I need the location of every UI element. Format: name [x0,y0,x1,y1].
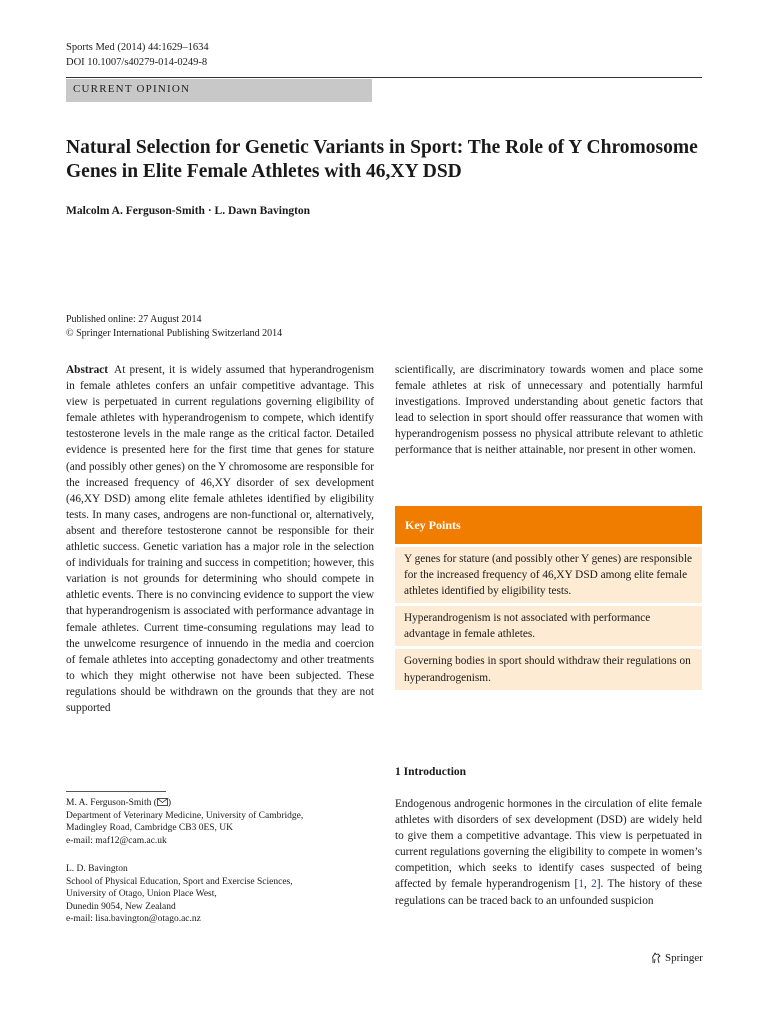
affiliation-name-line: M. A. Ferguson-Smith ( ) [66,798,172,808]
journal-citation: Sports Med (2014) 44:1629–1634 [66,42,209,53]
publisher-logo [650,952,703,964]
affiliation-line: Madingley Road, Cambridge CB3 0ES, UK [66,823,234,834]
affiliation-email[interactable]: e-mail: maf12@cam.ac.uk [66,835,167,846]
affiliation-line: School of Physical Education, Sport and Exercise Sciences, [66,876,293,887]
springer-horse-icon [650,952,662,964]
affiliation-name: M. A. Ferguson-Smith [66,798,152,808]
citation-separator: , [583,878,592,891]
doi-line: DOI 10.1007/s40279-014-0249-8 [66,57,208,68]
article-category-bar [66,79,372,102]
abstract-text: At present, it is widely assumed that hyperandrogenism in female athletes confers an unfair competitive advantage. This view is perpetuated in current regulations governing eligibility of female athletes with hyperandrogenism to compete, which identify testosterone levels in the male range as the critical factor. Detailed evidence is presented here for the first time that genes for stature (and possibly other genes) on the Y chromosome are responsible for the increased frequency of 46,XY disorder of sex development (46,XY DSD) among elite female athletes identified by eligibility tests. In many cases, androgens are non-functional or, alternatively, absent and therefore testosterone cannot be responsible for their athletic success. Genetic variation has a major role in the selection of individuals for training and success in competition; however, this variation is not grounds for determining who should compete in athletic events. There is no convincing evidence to support the view that hyperandrogenism is associated with performance advantage in female athletes. Current time-consuming regulations may lead to the unwelcome resurgence of innuendo in the media and coercion of female athletes into accepting gonadectomy and other treatments to which they might otherwise not have been subjected. These regulations should be withdrawn on the grounds that they are not supported [66,364,374,714]
copyright-notice: © Springer International Publishing Switzerland 2014 [66,328,283,339]
key-point-item: Y genes for stature (and possibly other Y genes) are responsible for the increased frequency of 46,XY DSD among elite female athletes identified by eligibility tests. [395,547,702,603]
affiliation-line: Dunedin 9054, New Zealand [66,901,176,912]
header-rule [66,77,702,78]
article-title: Natural Selection for Genetic Variants in Sport: The Role of Y Chromosome Genes in Elite Female Athletes with 46,XY DSD [66,137,698,182]
affiliation-author1 [66,797,303,847]
envelope-icon[interactable] [157,798,168,806]
key-points-box [395,506,702,690]
section-heading-introduction: 1 Introduction [395,766,467,778]
affiliation-author2 [66,863,293,926]
abstract-label: Abstract [66,364,109,376]
key-point-item: Governing bodies in sport should withdraw their regulations on hyperandrogenism. [395,649,702,689]
footnote-rule [66,791,166,792]
affiliation-email[interactable]: e-mail: lisa.bavington@otago.ac.nz [66,914,201,925]
publisher-name: Springer [665,952,703,964]
abstract-column-left [66,362,374,716]
publication-date: Published online: 27 August 2014 [66,314,202,325]
key-point-item: Hyperandrogenism is not associated with performance advantage in female athletes. [395,606,702,646]
author-list: Malcolm A. Ferguson-Smith · L. Dawn Bavington [66,205,311,217]
intro-text-after: ]. The history of these regulations can be traced back to an unfounded suspicion [395,878,703,907]
affiliation-name: L. D. Bavington [66,864,128,874]
abstract-column-right: scientifically, are discriminatory towards women and place some female athletes at risk of unnecessary and potentially harmful investigations. Improved understanding about genetic factors that lead to selection in sport should offer reassurance that women with hyperandrogenism possess no physical attribute relevant to athletic performance that is neither attainable, nor present in other women. [395,364,703,457]
intro-text-before: Endogenous androgenic hormones in the circulation of elite female athletes with disorders of sex development (DSD) are widely held to give them a competitive advantage. This view is perpetuated in current regulations governing the eligibility to compete in women’s competition, which seeks to identify cases suspected of being affected by female hyperandrogenism [ [395,798,702,891]
citation-link-2[interactable]: 2 [591,878,597,891]
article-category-label: CURRENT OPINION [73,83,191,95]
citation-link-1[interactable]: 1 [578,878,584,891]
affiliation-line: University of Otago, Union Place West, [66,889,217,900]
introduction-text [395,796,702,909]
key-points-title: Key Points [395,506,702,544]
affiliation-line: Department of Veterinary Medicine, University of Cambridge, [66,810,304,821]
